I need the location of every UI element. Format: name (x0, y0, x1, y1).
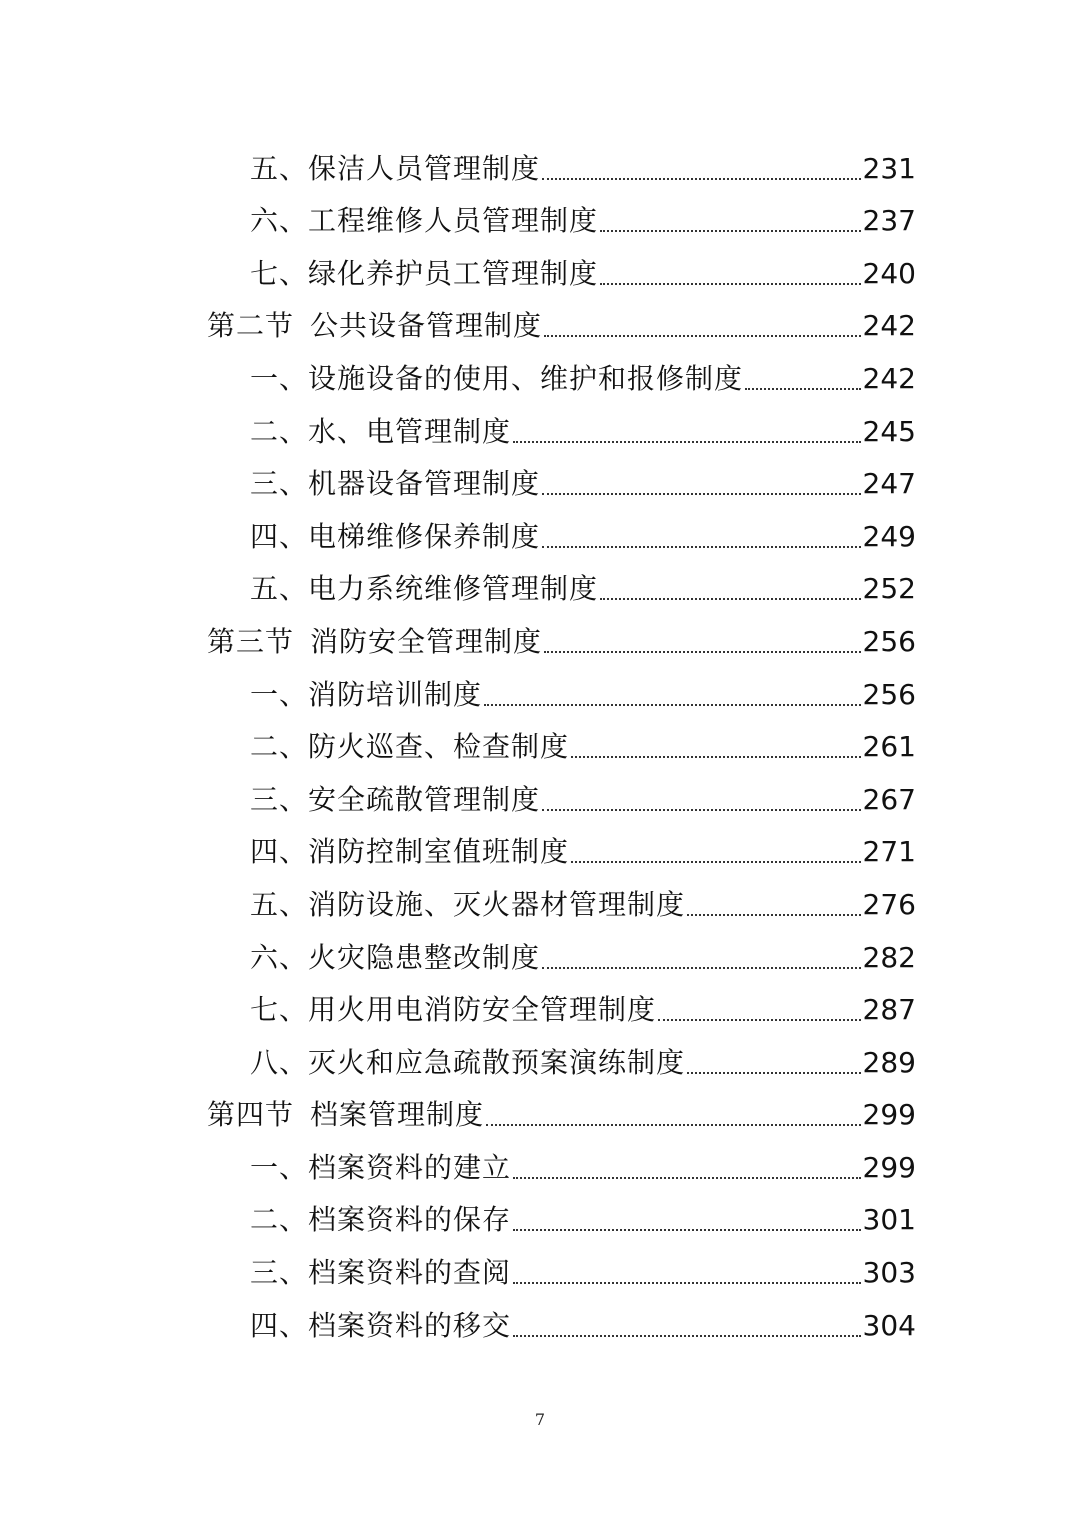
toc-entry-label (250, 727, 569, 767)
toc-entry-page: 276 (862, 887, 916, 921)
toc-subsection-entry[interactable] (0, 452, 1080, 505)
toc-entry-prefix: 五、 (250, 572, 309, 606)
toc-entry-title: 电梯维修保养制度 (308, 519, 541, 553)
toc-entry-page: 261 (862, 730, 916, 764)
toc-entry-prefix: 四、 (250, 835, 309, 869)
toc-entry-page: 303 (862, 1256, 916, 1290)
dot-leader (745, 359, 861, 399)
page-number: 7 (534, 1410, 546, 1429)
toc-entry-page: 267 (862, 782, 916, 816)
toc-entry-prefix: 二、 (250, 414, 309, 448)
toc-subsection-entry[interactable] (0, 767, 1080, 820)
toc-subsection-entry[interactable] (0, 1135, 1080, 1188)
toc-entry-label (250, 780, 540, 820)
toc-entry-page: 256 (862, 624, 916, 658)
toc-entry-page: 247 (862, 467, 916, 501)
toc-subsection-entry[interactable] (0, 1188, 1080, 1241)
toc-entry-label (250, 1253, 511, 1293)
toc-entry-title: 灭火和应急疏散预案演练制度 (308, 1045, 686, 1079)
toc-entry-prefix: 三、 (250, 467, 309, 501)
toc-entry-prefix: 第二节 (207, 309, 295, 343)
toc-entry-title: 档案资料的保存 (308, 1203, 512, 1237)
toc-entry-page: 304 (862, 1308, 916, 1342)
toc-entry-prefix: 一、 (250, 677, 309, 711)
toc-entry-page: 287 (862, 993, 916, 1027)
toc-entry-label (250, 938, 540, 978)
toc-entry-label (250, 569, 598, 609)
toc-subsection-entry[interactable] (0, 1240, 1080, 1293)
toc-entry-page: 240 (862, 256, 916, 290)
toc-entry-title: 用火用电消防安全管理制度 (308, 993, 657, 1027)
dot-leader (513, 412, 861, 452)
toc-entry-title: 档案管理制度 (310, 1098, 485, 1132)
dot-leader (513, 1253, 861, 1293)
toc-subsection-entry[interactable] (0, 399, 1080, 452)
toc-subsection-entry[interactable] (0, 820, 1080, 873)
toc-entry-page: 252 (862, 572, 916, 606)
toc-entry-prefix: 二、 (250, 1203, 309, 1237)
dot-leader (513, 1148, 861, 1188)
toc-entry-label (250, 1043, 685, 1083)
toc-entry-title: 档案资料的移交 (308, 1308, 512, 1342)
toc-entry-prefix: 七、 (250, 256, 309, 290)
toc-entry-prefix: 八、 (250, 1045, 309, 1079)
toc-entry-page: 282 (862, 940, 916, 974)
dot-leader (484, 675, 861, 715)
toc-entry-label (250, 1306, 511, 1346)
toc-entry-label (250, 254, 598, 294)
dot-leader (542, 938, 861, 978)
toc-entry-title: 绿化养护员工管理制度 (308, 256, 599, 290)
dot-leader (658, 990, 861, 1030)
toc-entry-label (250, 885, 685, 925)
toc-entry-prefix: 三、 (250, 782, 309, 816)
toc-entry-page: 299 (862, 1098, 916, 1132)
dot-leader (542, 517, 861, 557)
toc-entry-label (250, 990, 656, 1030)
dot-leader (600, 569, 861, 609)
toc-entry-page: 231 (862, 151, 916, 185)
toc-entry-label (250, 359, 743, 399)
toc-entry-prefix: 四、 (250, 1308, 309, 1342)
toc-subsection-entry[interactable] (0, 189, 1080, 242)
dot-leader (600, 201, 861, 241)
toc-entry-label (207, 1095, 484, 1135)
toc-entry-title: 火灾隐患整改制度 (308, 940, 541, 974)
table-of-contents (0, 136, 1080, 1346)
toc-entry-prefix: 一、 (250, 1150, 309, 1184)
toc-entry-title: 消防培训制度 (308, 677, 483, 711)
toc-entry-prefix: 四、 (250, 519, 309, 553)
toc-entry-page: 237 (862, 204, 916, 238)
toc-entry-prefix: 三、 (250, 1256, 309, 1290)
dot-leader (571, 832, 861, 872)
toc-entry-page: 245 (862, 414, 916, 448)
toc-entry-label (250, 149, 540, 189)
toc-entry-prefix: 五、 (250, 151, 309, 185)
toc-subsection-entry[interactable] (0, 504, 1080, 557)
toc-entry-title: 公共设备管理制度 (310, 309, 543, 343)
dot-leader (542, 780, 861, 820)
toc-subsection-entry[interactable] (0, 715, 1080, 768)
toc-entry-page: 249 (862, 519, 916, 553)
toc-entry-prefix: 七、 (250, 993, 309, 1027)
toc-entry-label (250, 464, 540, 504)
toc-entry-title: 安全疏散管理制度 (308, 782, 541, 816)
toc-entry-label (250, 201, 598, 241)
dot-leader (542, 149, 861, 189)
toc-subsection-entry[interactable] (0, 241, 1080, 294)
toc-subsection-entry[interactable] (0, 925, 1080, 978)
toc-section-entry[interactable] (0, 1083, 1080, 1136)
dot-leader (600, 254, 861, 294)
dot-leader (513, 1200, 861, 1240)
toc-entry-title: 防火巡查、检查制度 (308, 730, 570, 764)
toc-entry-page: 289 (862, 1045, 916, 1079)
dot-leader (544, 306, 861, 346)
toc-entry-prefix: 第三节 (207, 624, 295, 658)
toc-section-entry[interactable] (0, 294, 1080, 347)
toc-entry-label (250, 517, 540, 557)
toc-subsection-entry[interactable] (0, 136, 1080, 189)
dot-leader (544, 622, 861, 662)
toc-entry-title: 消防安全管理制度 (310, 624, 543, 658)
toc-entry-title: 消防控制室值班制度 (308, 835, 570, 869)
toc-entry-prefix: 五、 (250, 887, 309, 921)
toc-entry-title: 档案资料的建立 (308, 1150, 512, 1184)
toc-entry-page: 271 (862, 835, 916, 869)
toc-entry-label (250, 412, 511, 452)
toc-entry-page: 242 (862, 361, 916, 395)
dot-leader (486, 1095, 861, 1135)
toc-entry-title: 档案资料的查阅 (308, 1256, 512, 1290)
toc-entry-label (207, 306, 542, 346)
dot-leader (571, 727, 861, 767)
toc-entry-prefix: 六、 (250, 204, 309, 238)
toc-entry-title: 设施设备的使用、维护和报修制度 (308, 361, 744, 395)
toc-entry-title: 电力系统维修管理制度 (308, 572, 599, 606)
toc-entry-label (250, 1148, 511, 1188)
toc-entry-prefix: 二、 (250, 730, 309, 764)
toc-subsection-entry[interactable] (0, 872, 1080, 925)
toc-subsection-entry[interactable] (0, 1293, 1080, 1346)
toc-entry-prefix: 六、 (250, 940, 309, 974)
toc-entry-page: 242 (862, 309, 916, 343)
toc-entry-page: 299 (862, 1150, 916, 1184)
toc-section-entry[interactable] (0, 609, 1080, 662)
toc-subsection-entry[interactable] (0, 662, 1080, 715)
toc-entry-page: 301 (862, 1203, 916, 1237)
toc-entry-prefix: 一、 (250, 361, 309, 395)
toc-subsection-entry[interactable] (0, 1030, 1080, 1083)
toc-entry-prefix: 第四节 (207, 1098, 295, 1132)
dot-leader (542, 464, 861, 504)
dot-leader (687, 885, 861, 925)
toc-subsection-entry[interactable] (0, 346, 1080, 399)
toc-entry-label (250, 1200, 511, 1240)
toc-entry-title: 水、电管理制度 (308, 414, 512, 448)
dot-leader (513, 1306, 861, 1346)
toc-entry-title: 机器设备管理制度 (308, 467, 541, 501)
dot-leader (687, 1043, 861, 1083)
toc-entry-title: 工程维修人员管理制度 (308, 204, 599, 238)
toc-entry-label (207, 622, 542, 662)
toc-entry-title: 保洁人员管理制度 (308, 151, 541, 185)
toc-subsection-entry[interactable] (0, 557, 1080, 610)
toc-entry-label (250, 832, 569, 872)
toc-subsection-entry[interactable] (0, 978, 1080, 1031)
toc-entry-label (250, 675, 482, 715)
toc-entry-page: 256 (862, 677, 916, 711)
toc-entry-title: 消防设施、灭火器材管理制度 (308, 887, 686, 921)
